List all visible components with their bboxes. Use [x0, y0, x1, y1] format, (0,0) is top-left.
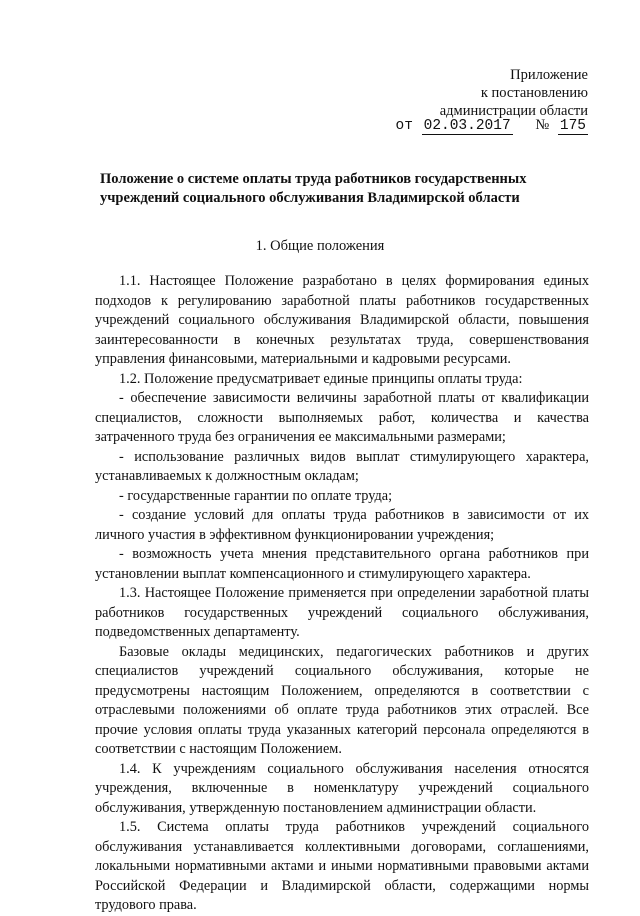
paragraph: 1.1. Настоящее Положение разработано в целях формирования единых подходов к регулированию заработной платы работников государственных учреждений социального обслуживания Владимирской области, повышения заинтересованности в конечных результатах труда, совершенствования управления финансовыми, материальными и кадровыми ресурсами. [95, 273, 589, 367]
document-body [95, 272, 589, 916]
paragraph: 1.3. Настоящее Положение применяется при определении заработной платы работников государственных учреждений социального обслуживания, подведомственных департаменту. [95, 585, 589, 640]
header-appendix: Приложение [510, 67, 588, 83]
paragraph: 1.5. Система оплаты труда работников учреждений социального обслуживания устанавливается коллективными договорами, соглашениями, локальными нормативными актами и иными нормативными правовыми актами Российской Федерации и Владимирской области, содержащими нормы трудового права. [95, 819, 589, 913]
list-item: - обеспечение зависимости величины заработной платы от квалификации специалистов, сложности выполняемых работ, количества и качества затраченного труда без ограничения ее максимальными размерами; [95, 390, 589, 445]
resolution-date: 02.03.2017 [423, 118, 511, 134]
list-item: - возможность учета мнения представительного органа работников при установлении выплат компенсационного и стимулирующего характера. [95, 546, 589, 582]
document-title: Положение о системе оплаты труда работников государственных учреждений социального обслуживания Владимирской области [100, 171, 527, 206]
paragraph: 1.4. К учреждениям социального обслуживания населения относятся учреждения, включенные в номенклатуру учреждений социального обслуживания, утвержденную постановлением администрации области. [95, 760, 589, 816]
header-administration: администрации области [439, 103, 588, 119]
resolution-number: 175 [559, 118, 586, 134]
date-number-line [396, 117, 588, 134]
section-heading: 1. Общие положения [255, 238, 385, 254]
approval-header [368, 66, 588, 120]
list-item: - государственные гарантии по оплате труда; [119, 487, 393, 504]
number-label: № [535, 117, 550, 133]
date-prefix: от [395, 118, 413, 134]
paragraph: Базовые оклады медицинских, педагогических работников и других специалистов учреждений социального обслуживания, которые не предусмотрены настоящим Положением, определяются в соответствии с отраслевыми положениями об оплате труда работников этих отраслей. Все прочие условия оплаты труда указанных категорий персонала определяются в соответствии с настоящим Положением. [95, 643, 589, 757]
paragraph: 1.2. Положение предусматривает единые принципы оплаты труда: [119, 370, 523, 387]
list-item: - создание условий для оплаты труда работников в зависимости от их личного участия в эффективном функционировании учреждения; [95, 507, 589, 543]
list-item: - использование различных видов выплат стимулирующего характера, устанавливаемых к должностным окладам; [95, 448, 589, 484]
header-resolution: к постановлению [480, 85, 588, 101]
